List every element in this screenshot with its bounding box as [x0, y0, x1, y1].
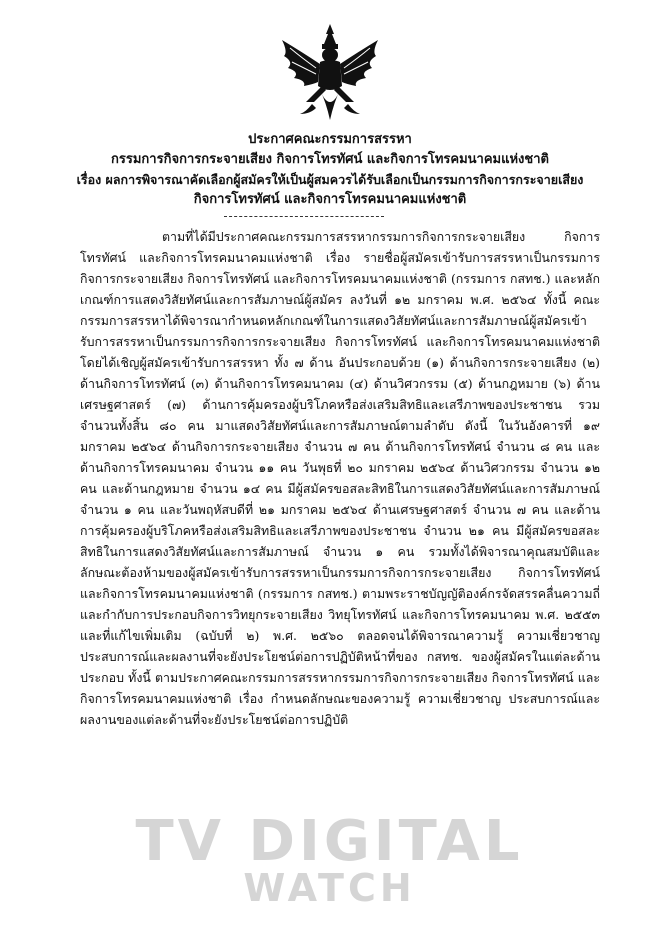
watermark-line-2: WATCH — [243, 866, 416, 910]
document-title: ประกาศคณะกรรมการสรรหา — [248, 132, 412, 147]
body-text — [80, 226, 600, 846]
heading-divider — [224, 216, 384, 217]
body-paragraph: ตามที่ได้มีประกาศคณะกรรมการสรรหากรรมการกิจการกระจายเสียง กิจการโทรทัศน์ และกิจการโทรคมนาคมแห่งชาติ เรื่อง รายชื่อผู้สมัครเข้ารับการสรรหาเป็นกรรมการกิจการกระจายเสียง กิจการโทรทัศน์ และกิจการโทรคมนาคมแห่งชาติ (กรรมการ กสทช.) และหลักเกณฑ์การแสดงวิสัยทัศน์และการสัมภาษณ์ผู้สมัคร ลงวันที่ ๑๒ มกราคม พ.ศ. ๒๕๖๔ ทั้งนี้ คณะกรรมการสรรหาได้พิจารณากำหนดหลักเกณฑ์ในการแสดงวิสัยทัศน์และการสัมภาษณ์ผู้สมัครเข้ารับการสรรหาเป็นกรรมการกิจการกระจายเสียง กิจการโทรทัศน์ และกิจการโทรคมนาคมแห่งชาติ โดยได้เชิญผู้สมัครเข้ารับการสรรหา ทั้ง ๗ ด้าน อันประกอบด้วย (๑) ด้านกิจการกระจายเสียง (๒) ด้านกิจการโทรทัศน์ (๓) ด้านกิจการโทรคมนาคม (๔) ด้านวิศวกรรม (๕) ด้านกฎหมาย (๖) ด้านเศรษฐศาสตร์ (๗) ด้านการคุ้มครองผู้บริโภคหรือส่งเสริมสิทธิและเสรีภาพของประชาชน รวมจำนวนทั้งสิ้น ๘๐ คน มาแสดงวิสัยทัศน์และการสัมภาษณ์ตามลำดับ ดังนี้ ในวันอังคารที่ ๑๙ มกราคม ๒๕๖๔ ด้านกิจการกระจายเสียง จำนวน ๗ คน ด้านกิจการโทรทัศน์ จำนวน ๘ คน และด้านกิจการโทรคมนาคม จำนวน ๑๑ คน วันพุธที่ ๒๐ มกราคม ๒๕๖๔ ด้านวิศวกรรม จำนวน ๑๒ คน และด้านกฎหมาย จำนวน ๑๔ คน มีผู้สมัครขอสละสิทธิในการแสดงวิสัยทัศน์และการสัมภาษณ์ จำนวน ๑ คน และวันพฤหัสบดีที่ ๒๑ มกราคม ๒๕๖๔ ด้านเศรษฐศาสตร์ จำนวน ๗ คน และด้านการคุ้มครองผู้บริโภคหรือส่งเสริมสิทธิและเสรีภาพของประชาชน จำนวน ๒๑ คน มีผู้สมัครขอสละสิทธิในการแสดงวิสัยทัศน์และการสัมภาษณ์ จำนวน ๑ คน รวมทั้งได้พิจารณาคุณสมบัติและลักษณะต้องห้ามของผู้สมัครเข้ารับการสรรหาเป็นกรรมการกิจการกระจายเสียง กิจการโทรทัศน์ และกิจการโทรคมนาคมแห่งชาติ (กรรมการ กสทช.) ตามพระราชบัญญัติองค์กรจัดสรรคลื่นความถี่และกำกับการประกอบกิจการวิทยุกระจายเสียง วิทยุโทรทัศน์ และกิจการโทรคมนาคม พ.ศ. ๒๕๕๓ และที่แก้ไขเพิ่มเติม (ฉบับที่ ๒) พ.ศ. ๒๕๖๐ ตลอดจนได้พิจารณาความรู้ ความเชี่ยวชาญ ประสบการณ์และผลงานที่จะยังประโยชน์ต่อการปฏิบัติหน้าที่ของ กสทช. ของผู้สมัครในแต่ละด้านประกอบ ทั้งนี้ ตามประกาศคณะกรรมการสรรหากรรมการกิจการกระจายเสียง กิจการโทรทัศน์ และกิจการโทรคมนาคมแห่งชาติ เรื่อง กำหนดลักษณะของความรู้ ความเชี่ยวชาญ ประสบการณ์และผลงานของแต่ละด้านที่จะยังประโยชน์ต่อการปฏิบัติ — [80, 229, 600, 727]
subject-line-continued: กิจการโทรทัศน์ และกิจการโทรคมนาคมแห่งชาติ — [193, 192, 467, 207]
subject-line: เรื่อง ผลการพิจารณาคัดเลือกผู้สมัครให้เป็นผู้สมควรได้รับเลือกเป็นกรรมการกิจการกระจายเสียง — [76, 172, 584, 187]
issuing-committee: กรรมการกิจการกระจายเสียง กิจการโทรทัศน์ และกิจการโทรคมนาคมแห่งชาติ — [111, 152, 549, 167]
garuda-emblem-icon — [276, 22, 384, 122]
watermark-line-1: TV DIGITAL — [135, 809, 524, 874]
